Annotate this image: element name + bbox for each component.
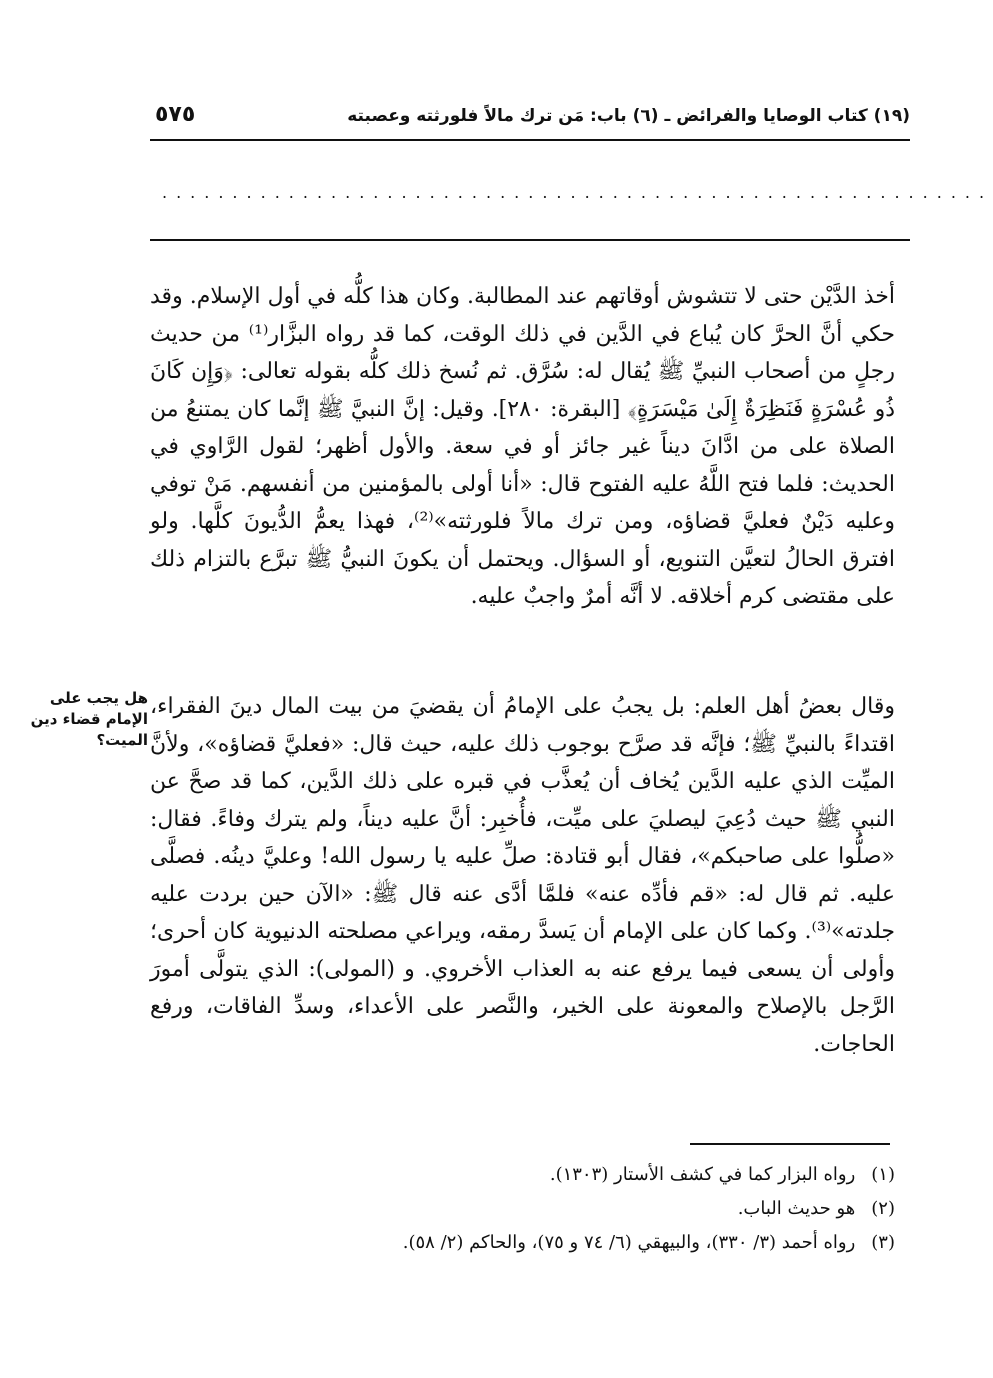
footnote-number: (٢) bbox=[871, 1198, 895, 1219]
paragraph-1: أخذ الدَّيْن حتى لا تتشوش أوقاتهم عند المطالبة. وكان هذا كلُّه في أول الإسلام. وقد حكي أنَّ الحرَّ كان يُباع في الدَّين في ذلك الوقت، كما قد رواه البزَّار⁽¹⁾ من حديث رجلٍ من أصحاب النبيِّ ﷺ يُقال له: سُرَّق. ثم نُسخ ذلك كلُّه بقوله تعالى: ﴿وَإِن كَانَ ذُو عُسْرَةٍ فَنَظِرَةٌ إِلَىٰ مَيْسَرَةٍ﴾ [البقرة: ٢٨٠]. وقيل: إنَّ النبيَّ ﷺ إنَّما كان يمتنعُ من الصلاة على من ادَّانَ ديناً غير جائز أو في سعة. والأول أظهر؛ لقول الرَّاوي في الحديث: فلما فتح اللَّهُ عليه الفتوح قال: «أنا أولى بالمؤمنين من أنفسهم. مَنْ توفي وعليه دَيْنٌ فعليَّ قضاؤه، ومن ترك مالاً فلورثته»⁽²⁾، فهذا يعمُّ الدُّيونَ كلَّها. ولو افترق الحالُ لتعيَّن التنويع، أو السؤال. ويحتمل أن يكونَ النبيُّ ﷺ تبرَّع بالتزام ذلك على مقتضى كرم أخلاقه. لا أنَّه أمرٌ واجبٌ عليه. bbox=[150, 284, 896, 609]
footnote-text: رواه البزار كما في كشف الأستار (١٣٠٣). bbox=[549, 1164, 856, 1185]
footnote-item bbox=[150, 1192, 895, 1226]
header-rule bbox=[150, 139, 910, 141]
footnote-number: (١) bbox=[871, 1164, 895, 1185]
footnotes bbox=[150, 1158, 895, 1260]
paragraph-2: وقال بعضُ أهل العلم: بل يجبُ على الإمامُ أن يقضيَ من بيت المال دينَ الفقراء، اقتداءً بالنبيِّ ﷺ؛ فإنَّه قد صرَّح بوجوب ذلك عليه، حيث قال: «فعليَّ قضاؤه»، ولأنَّ الميِّت الذي عليه الدَّين يُخاف أن يُعذَّب في قبره على ذلك الدَّين، كما قد صحَّ عن النبي ﷺ حيث دُعِيَ ليصليَ على ميِّت، فأُخبِر: أنَّ عليه ديناً، ولم يترك وفاءً. فقال: «صلُّوا على صاحبكم»، فقال أبو قتادة: صلِّ عليه يا رسول الله! وعليَّ دينُه. فصلَّى عليه. ثم قال له: «قم فأدِّه عنه» فلمَّا أدَّى عنه قال ﷺ: «الآن حين بردت عليه جلدته»⁽³⁾. وكما كان على الإمام أن يَسدَّ رمقه، ويراعي مصلحته الدنيوية كان أحرى؛ وأولى أن يسعى فيما يرفع عنه به العذاب الأخروي. و (المولى): الذي يتولَّى أمورَ الرَّجل بالإصلاح والمعونة على الخير، والنَّصر على الأعداء، وسدِّ الفاقات، ورفع الحاجات. bbox=[150, 694, 895, 1057]
page-number: ٥٧٥ bbox=[155, 102, 196, 127]
main-text bbox=[150, 278, 895, 616]
footnote-rule bbox=[690, 1143, 890, 1145]
section-rule bbox=[150, 239, 910, 241]
running-title: (١٩) كتاب الوصايا والفرائض ـ (٦) باب: مَن ترك مالاً فلورثته وعصبته bbox=[347, 106, 910, 126]
page-header bbox=[150, 100, 910, 140]
main-text-continued bbox=[150, 688, 895, 1063]
footnote-item bbox=[150, 1158, 895, 1192]
footnote-text: هو حديث الباب. bbox=[737, 1198, 856, 1219]
footnote-number: (٣) bbox=[871, 1232, 895, 1253]
margin-note: هل يجب على الإمام قضاء دين الميت؟ bbox=[30, 689, 148, 749]
footnote-item bbox=[150, 1226, 895, 1260]
dotted-separator: ........................................................... bbox=[162, 183, 993, 202]
footnote-text: رواه أحمد (٣/ ٣٣٠)، والبيهقي (٦/ ٧٤ و ٧٥)، والحاكم (٢/ ٥٨). bbox=[402, 1232, 856, 1253]
